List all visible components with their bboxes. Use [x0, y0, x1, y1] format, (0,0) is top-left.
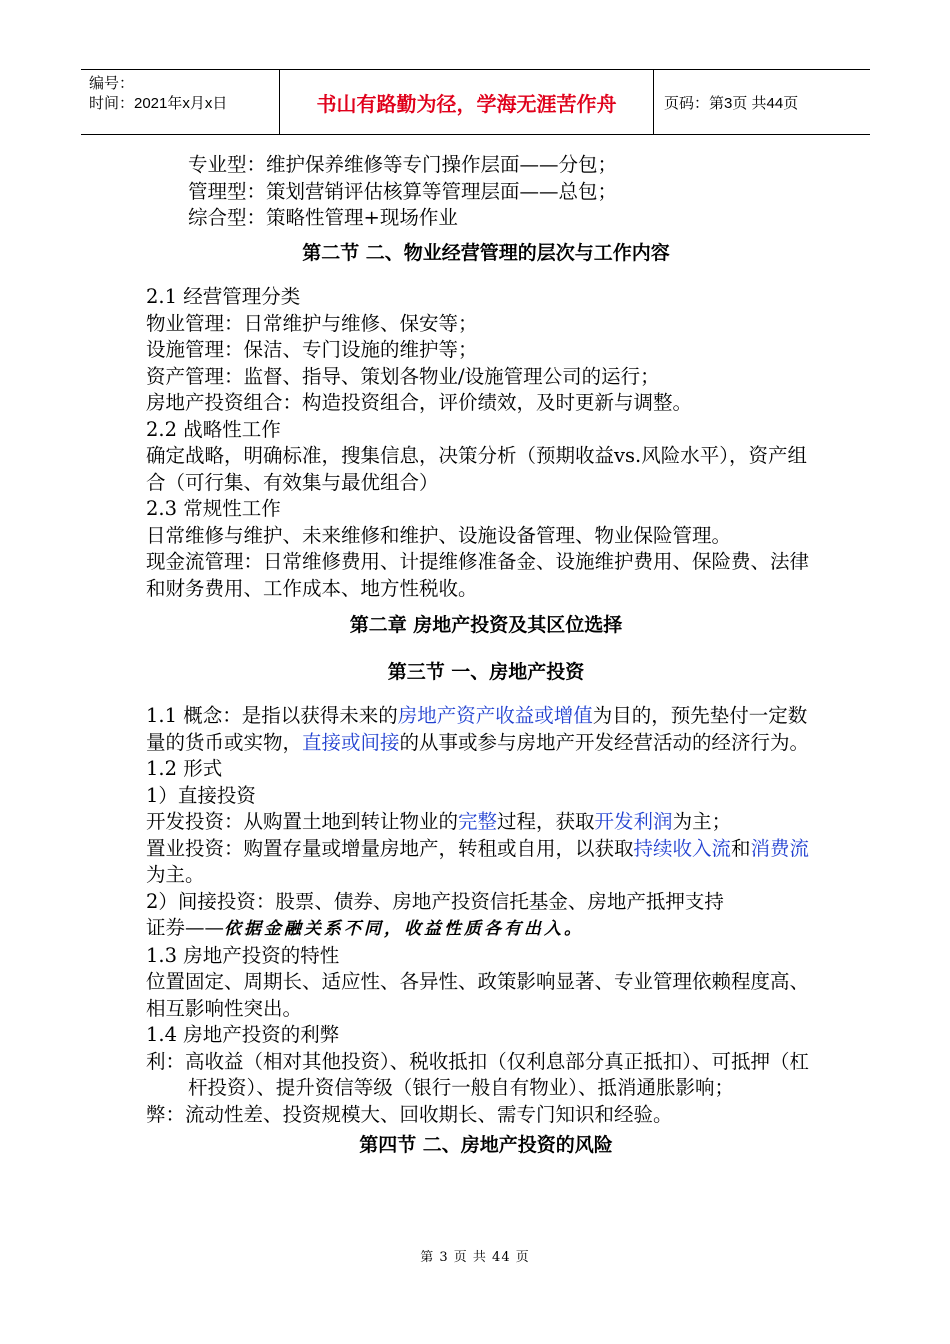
paragraph: 确定战略，明确标准，搜集信息，决策分析（预期收益vs.风险水平），资产组合（可行集、有效集与最优组合） [146, 444, 807, 494]
paragraph: 1）直接投资 [146, 783, 256, 807]
paragraph: 专业型：维护保养维修等专门操作层面——分包； [188, 153, 618, 176]
paragraph: 1.2 形式 [146, 757, 223, 780]
paragraph: 弊：流动性差、投资规模大、回收期长、需专门知识和经验。 [146, 1102, 673, 1126]
paragraph: 设施管理：保洁、专门设施的维护等； [146, 338, 478, 361]
section-heading: 第四节 二、房地产投资的风险 [359, 1134, 613, 1156]
text-run: 1.1 概念：是指以获得未来的 [146, 704, 398, 727]
paragraph: 2.2 战略性工作 [146, 417, 281, 441]
text-run: 开发投资：从购置土地到转让物业的 [146, 810, 459, 833]
paragraph: 2）间接投资：股票、债券、房地产投资信托基金、房地产抵押支持 [146, 889, 724, 913]
text-run: 过程，获取 [497, 810, 595, 833]
highlight-text: 消费流 [750, 836, 810, 860]
paragraph: 综合型：策略性管理+现场作业 [188, 206, 458, 229]
paragraph: 2.1 经营管理分类 [146, 285, 301, 308]
paragraph: 1.4 房地产投资的利弊 [146, 1023, 340, 1046]
emphasis-text: 依据金融关系不同，收益性质各有出入。 [224, 919, 585, 939]
paragraph [146, 703, 826, 756]
text-run: 置业投资：购置存量或增量房地产，转租或自用，以获取 [146, 836, 634, 860]
text-run: 的从事或参与房地产开发经营活动的经济行为。 [399, 730, 810, 754]
header-page-info: 页码：第3页 共44页 [664, 94, 799, 112]
highlight-text: 持续收入流 [633, 836, 732, 860]
highlight-text: 开发利润 [594, 810, 673, 833]
page-header [81, 69, 870, 135]
paragraph: 位置固定、周期长、适应性、各异性、政策影响显著、专业管理依赖程度高、相互影响性突出。 [146, 970, 810, 1020]
highlight-text: 房地产资产收益或增值 [397, 704, 593, 727]
text-run: 证券—— [146, 916, 225, 939]
paragraph: 2.3 常规性工作 [146, 497, 281, 520]
text-run: 和 [731, 836, 751, 860]
header-motto: 书山有路勤为径，学海无涯苦作舟 [279, 70, 654, 134]
document-body [146, 152, 826, 1159]
paragraph: 日常维修与维护、未来维修和维护、设施设备管理、物业保险管理。 [146, 523, 732, 547]
paragraph [146, 915, 826, 943]
highlight-text: 直接或间接 [302, 730, 400, 754]
text-run: 为目的，预先垫付一定数量的货币或实物， [146, 704, 808, 754]
highlight-text: 完整 [458, 810, 498, 833]
section-heading: 第三节 一、房地产投资 [387, 660, 585, 683]
header-meta [81, 70, 279, 134]
paragraph: 房地产投资组合：构造投资组合，评价绩效，及时更新与调整。 [146, 391, 693, 414]
text-run: 为主； [672, 810, 732, 833]
paragraph: 管理型：策划营销评估核算等管理层面——总包； [188, 179, 618, 203]
paragraph: 现金流管理：日常维修费用、计提维修准备金、设施维护费用、保险费、法律和财务费用、工作成本、地方性税收。 [146, 550, 810, 600]
header-date: 时间：2021年x月x日 [89, 95, 228, 112]
paragraph: 物业管理：日常维护与维修、保安等； [146, 311, 478, 335]
section-heading: 第二节 二、物业经营管理的层次与工作内容 [302, 241, 670, 264]
text-run: 为主。 [146, 863, 205, 886]
paragraph: 资产管理：监督、指导、策划各物业/设施管理公司的运行； [146, 364, 660, 388]
page-footer: 第 3 页 共 44 页 [420, 1250, 530, 1265]
paragraph: 1.3 房地产投资的特性 [146, 943, 340, 967]
paragraph [146, 809, 826, 836]
serial-number: 编号： [89, 75, 135, 92]
section-heading: 第二章 房地产投资及其区位选择 [349, 614, 623, 636]
paragraph: 利：高收益（相对其他投资）、税收抵扣（仅利息部分真正抵扣）、可抵押（杠杆投资）、提升资信等级（银行一般自有物业）、抵消通胀影响； [146, 1049, 810, 1099]
paragraph [146, 836, 826, 889]
